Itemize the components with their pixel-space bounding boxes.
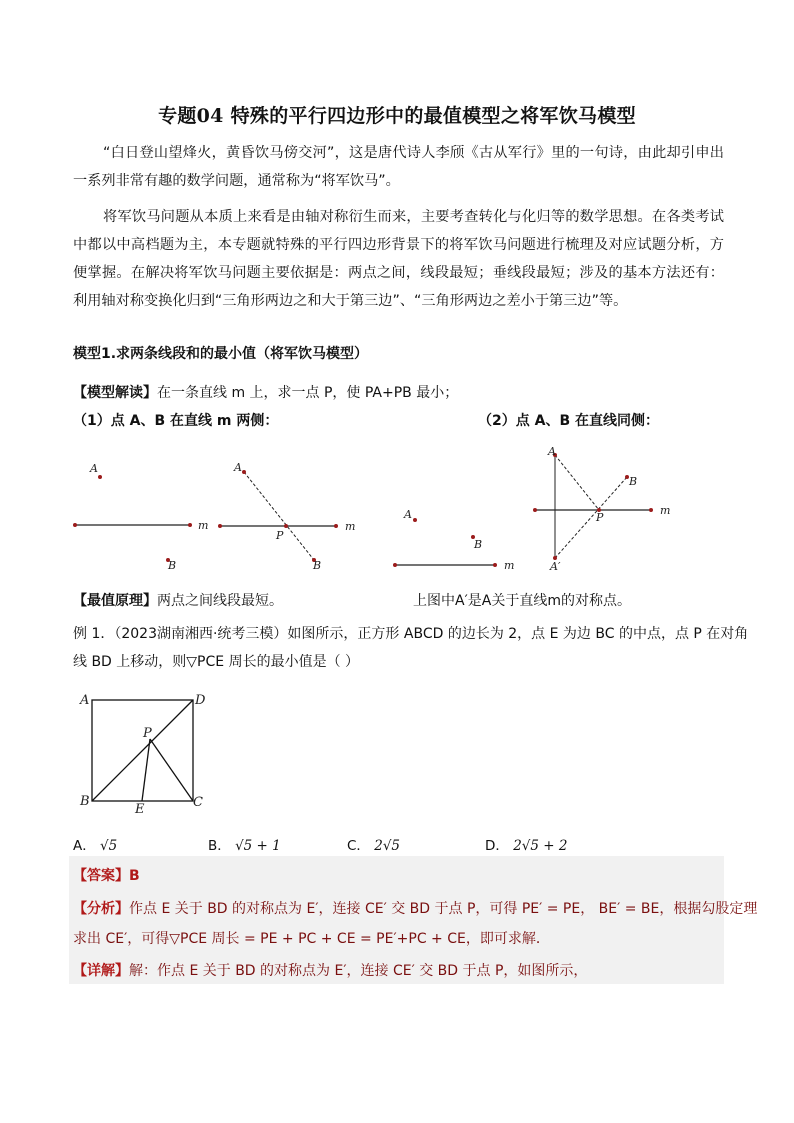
label-B: B [168,559,177,572]
model1-heading: 模型1.求两条线段和的最小值（将军饮马模型） [73,346,369,362]
figure-opposite-sides-solution [210,450,370,580]
point-dot [649,508,653,512]
answer-value: B [129,868,140,884]
label-m: m [198,519,209,532]
label-P: P [143,726,152,741]
label-m: m [345,520,356,533]
point-dot [334,524,338,528]
label-B: B [80,794,90,809]
reflection-note: 上图中A′是A关于直线m的对称点。 [413,593,631,609]
page-title: 专题04 特殊的平行四边形中的最值模型之将军饮马模型 [158,105,636,127]
example1-text-line2: 线 BD 上移动，则▽PCE 周长的最小值是（ ） [73,654,360,670]
figure-same-side-reflection [525,440,685,575]
point-dot [188,523,192,527]
label-m: m [504,559,515,572]
case1-label: （1）点 A、B 在直线 m 两侧： [73,413,279,429]
segment-AB [244,472,314,560]
option-b-value: √5 + 1 [235,838,281,854]
label-A: A [548,445,556,458]
point-dot [393,563,397,567]
label-B: B [474,538,483,551]
model-interpretation [73,382,458,402]
label-C: C [193,795,203,810]
option-a-value: √5 [100,838,118,854]
analysis-text-a: 作点 E 关于 BD 的对称点为 E′，连接 CE′ 交 BD 于点 P，可得 PE′ = PE， BE′ = BE，根据勾股定理 [129,901,758,917]
principle-line [73,590,283,610]
label-A-prime: A′ [550,560,561,573]
option-b-label: B． [208,838,231,854]
point-dot [493,563,497,567]
label-P: P [276,529,284,542]
point-A-dot [242,470,246,474]
label-A: A [404,508,412,521]
point-dot [533,508,537,512]
detail-text: 解：作点 E 关于 BD 的对称点为 E′，连接 CE′ 交 BD 于点 P，如图所示， [129,963,588,979]
option-b [208,834,281,854]
interpret-label: 【模型解读】 [73,385,157,401]
option-d [485,834,567,854]
point-P-dot [284,524,288,528]
option-d-value: 2√5 + 2 [513,838,568,854]
analysis-line2: 求出 CE′，可得▽PCE 周长 = PE + PC + CE = PE′+PC + CE，即可求解． [73,931,550,947]
option-c-label: C． [347,838,370,854]
analysis-line1 [73,898,757,918]
label-A: A [90,462,98,475]
intro-paragraph-1: “白日登山望烽火，黄昏饮马傍交河”，这是唐代诗人李颀《古从军行》里的一句诗，由此却引申出一系列非常有趣的数学问题，通常称为“将军饮马”。 [73,145,724,189]
answer-line [73,865,140,885]
segment-PC [150,739,193,801]
option-d-label: D． [485,838,509,854]
detail-line [73,960,587,980]
principle-text: 两点之间线段最短。 [157,593,283,609]
segment-AP [555,455,599,510]
intro-paragraph-2: 将军饮马问题从本质上来看是由轴对称衍生而来，主要考查转化与化归等的数学思想。在各类考试中都以中高档题为主，本专题就特殊的平行四边形背景下的将军饮马问题进行梳理及对应试题分析，方便掌握。在解决将军饮马问题主要依据是：两点之间，线段最短；垂线段最短；涉及的基本方法还有：利用轴对称变换化归到“三角形两边之和大于第三边”、“三角形两边之差小于第三边”等。 [73,209,724,309]
label-D: D [195,693,206,708]
point-A-dot [413,518,417,522]
segment-PE [142,739,150,801]
example1-text-line1: 例 1．（2023湖南湘西·统考三模）如图所示，正方形 ABCD 的边长为 2，点 E 为边 BC 的中点，点 P 在对角 [73,626,749,642]
point-dot [218,524,222,528]
square-abcd-figure [72,688,212,818]
case2-label: （2）点 A、B 在直线同侧： [478,413,659,429]
option-a [73,834,117,854]
label-E: E [135,802,145,817]
point-dot [73,523,77,527]
option-c [347,834,400,854]
answer-label: 【答案】 [73,868,129,884]
option-a-label: A． [73,838,96,854]
diagonal-BD [92,700,193,801]
label-P: P [596,511,604,524]
principle-label: 【最值原理】 [73,593,157,609]
detail-label: 【详解】 [73,963,129,979]
label-A: A [80,693,90,708]
interpret-text: 在一条直线 m 上，求一点 P，使 PA+PB 最小； [157,385,459,401]
label-m: m [660,504,671,517]
label-B: B [629,475,638,488]
label-A: A [234,461,242,474]
segment-A-prime-B [555,477,627,558]
figure-same-side [385,500,525,580]
analysis-label: 【分析】 [73,901,129,917]
label-B: B [313,559,322,572]
point-A-dot [98,475,102,479]
figure-opposite-sides [60,450,220,580]
option-c-value: 2√5 [374,838,401,854]
